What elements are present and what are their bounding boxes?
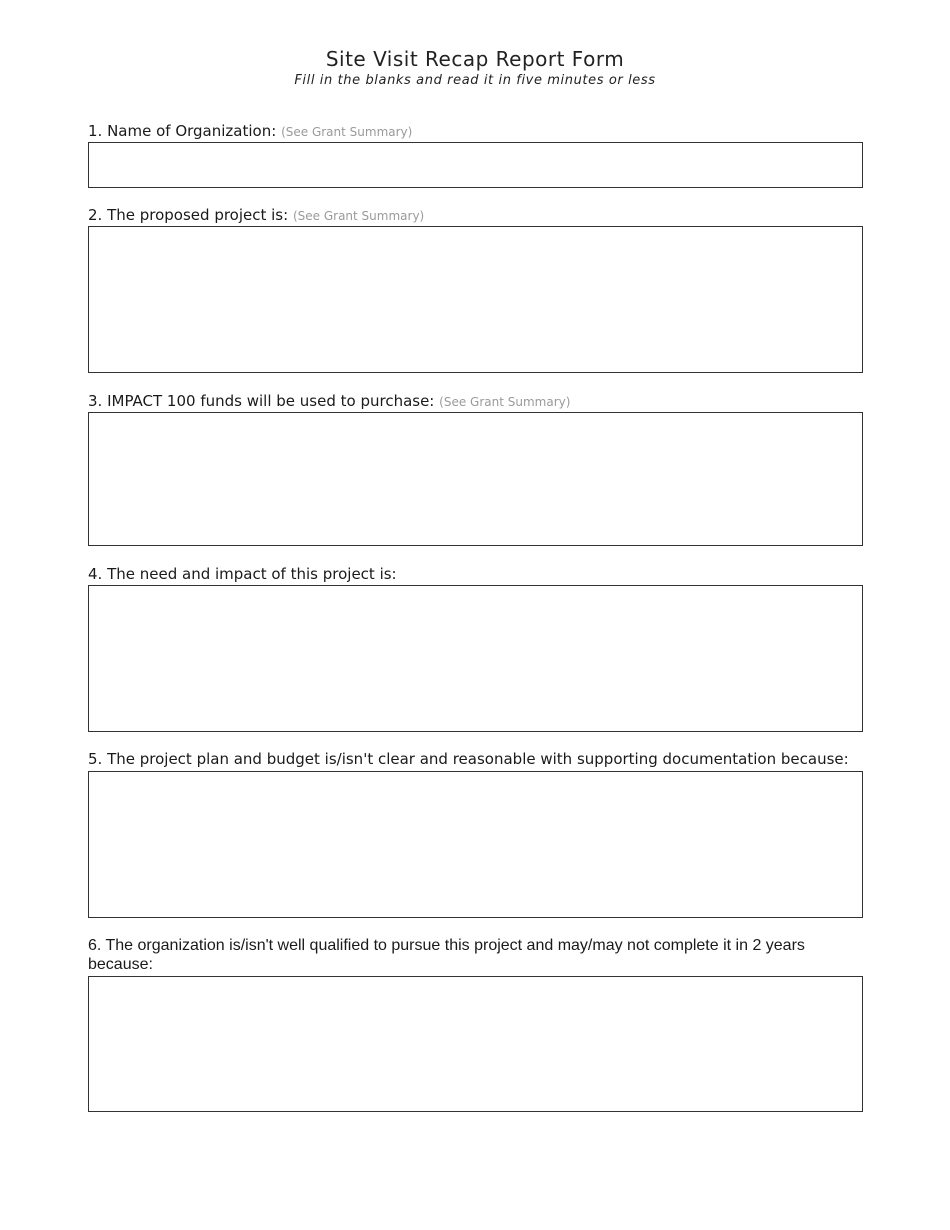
field-label-text: 1. Name of Organization: [88,122,277,140]
organization-qualified-box [88,976,863,1112]
field-label-text: 6. The organization is/isn't well qualified to pursue this project and may/may not complete it in 2 years because: [88,937,805,973]
page-title: Site Visit Recap Report Form [325,47,625,71]
field-hint: (See Grant Summary) [281,125,413,139]
field-label [88,750,863,769]
page-subtitle: Fill in the blanks and read it in five minutes or less [294,73,656,88]
plan-budget-textarea[interactable] [89,772,862,917]
plan-budget-box [88,771,863,918]
field-plan-budget [88,750,863,769]
field-label [88,206,863,226]
funds-purchase-box [88,412,863,546]
field-proposed-project [88,206,863,226]
field-hint: (See Grant Summary) [292,209,425,223]
field-label-text: 4. The need and impact of this project is: [88,565,397,583]
organization-qualified-textarea[interactable] [89,977,862,1111]
field-label-text: 5. The project plan and budget is/isn't clear and reasonable with supporting documentation because: [88,750,849,768]
proposed-project-textarea[interactable] [89,227,862,372]
proposed-project-box [88,226,863,373]
form-header [0,46,950,90]
organization-name-input[interactable] [89,143,862,187]
field-label-text: 3. IMPACT 100 funds will be used to purchase: [88,392,435,410]
field-label [88,122,863,142]
funds-purchase-textarea[interactable] [89,413,862,545]
field-need-impact [88,565,863,584]
field-hint: (See Grant Summary) [439,395,571,409]
need-impact-box [88,585,863,732]
field-label-text: 2. The proposed project is: [88,206,289,224]
field-organization-name [88,122,863,142]
field-label [88,392,863,412]
field-organization-qualified [88,936,863,974]
field-label [88,565,863,584]
organization-name-box [88,142,863,188]
need-impact-textarea[interactable] [89,586,862,731]
field-label [88,936,863,974]
field-funds-purchase [88,392,863,412]
